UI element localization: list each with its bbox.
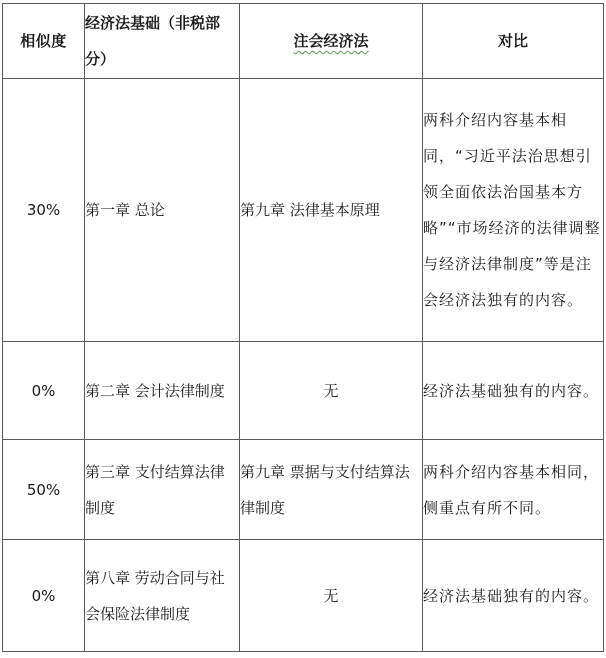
similarity-cell: 0% — [3, 540, 85, 652]
table-header-row — [3, 4, 604, 79]
similarity-cell: 30% — [3, 79, 85, 342]
economic-law-basis-cell: 第二章 会计法律制度 — [85, 342, 240, 440]
similarity-cell: 50% — [3, 440, 85, 540]
economic-law-basis-cell: 第八章 劳动合同与社会保险法律制度 — [85, 540, 240, 652]
table-row — [3, 342, 604, 440]
header-cpa-economic-law — [240, 4, 423, 79]
cpa-economic-law-cell: 无 — [240, 342, 423, 440]
economic-law-basis-cell: 第一章 总论 — [85, 79, 240, 342]
cpa-economic-law-cell: 第九章 法律基本原理 — [240, 79, 423, 342]
header-cpa-economic-law-text: 注会经济法 — [293, 32, 369, 50]
comparison-table — [2, 3, 604, 652]
similarity-cell: 0% — [3, 342, 85, 440]
comparison-cell: 两科介绍内容基本相同，“习近平法治思想引领全面依法治国基本方略”“市场经济的法律调整与经济法律制度”等是注会经济法独有的内容。 — [423, 79, 604, 342]
economic-law-basis-cell: 第三章 支付结算法律制度 — [85, 440, 240, 540]
table-row — [3, 540, 604, 652]
table-row — [3, 79, 604, 342]
cpa-economic-law-cell: 无 — [240, 540, 423, 652]
table-row — [3, 440, 604, 540]
comparison-cell: 经济法基础独有的内容。 — [423, 342, 604, 440]
comparison-cell: 两科介绍内容基本相同，侧重点有所不同。 — [423, 440, 604, 540]
header-similarity: 相似度 — [3, 4, 85, 79]
header-economic-law-basis: 经济法基础（非税部分） — [85, 4, 240, 79]
cpa-economic-law-cell: 第九章 票据与支付结算法律制度 — [240, 440, 423, 540]
header-comparison: 对比 — [423, 4, 604, 79]
comparison-cell: 经济法基础独有的内容。 — [423, 540, 604, 652]
